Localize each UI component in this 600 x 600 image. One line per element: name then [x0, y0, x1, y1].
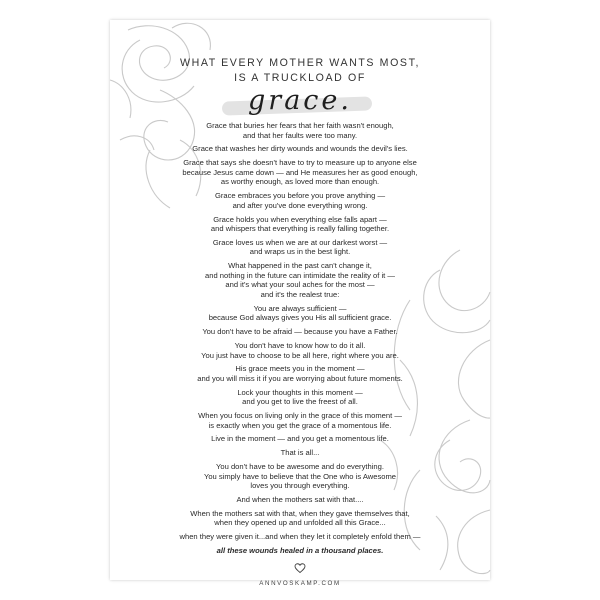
- poem-line: Grace that washes her dirty wounds and wounds the devil's lies.: [192, 144, 408, 154]
- poem-paragraph: [110, 434, 490, 444]
- poem-line: when they opened up and unfolded all this Grace...: [214, 518, 386, 528]
- poem-line: when they were given it...and when they let it completely enfold them —: [179, 532, 421, 542]
- poem-line: When you focus on living only in the grace of this moment —: [198, 411, 402, 421]
- poem-line: and you get to live the freest of all.: [242, 397, 358, 407]
- poem-line: is exactly when you get the grace of a momentous life.: [208, 420, 392, 430]
- poem-line: Grace loves us when we are at our darkest worst —: [212, 237, 388, 247]
- poem-paragraph: [110, 509, 490, 528]
- card-title: [110, 56, 490, 86]
- poem-line: His grace meets you in the moment —: [235, 364, 365, 374]
- poem-line: loves you through everything.: [250, 481, 350, 491]
- title-line-2: IS A TRUCKLOAD OF: [234, 72, 366, 84]
- poem-paragraph: [110, 158, 490, 187]
- footer-website: ANNVOSKAMP.COM: [259, 579, 341, 587]
- poem-line: Grace that buries her fears that her faith wasn't enough,: [206, 121, 394, 130]
- poem-paragraph: [110, 448, 490, 458]
- poem-line: because Jesus came down — and He measures her as good enough,: [182, 167, 418, 177]
- poem-paragraph: [110, 495, 490, 505]
- poem-line: and that her faults were too many.: [242, 130, 358, 140]
- poem-line: because God always gives you His all sufficient grace.: [208, 313, 392, 323]
- poem-paragraph: [110, 364, 490, 383]
- poem-line: That is all...: [280, 448, 320, 458]
- grace-heading: [110, 87, 490, 121]
- poem-line: and after you've done everything wrong.: [232, 200, 368, 210]
- poem-paragraph: [110, 261, 490, 299]
- poem-line: Grace holds you when everything else falls apart —: [213, 214, 387, 224]
- poem-paragraph: [110, 341, 490, 360]
- poem-line: Grace that says she doesn't have to try to measure up to anyone else: [183, 158, 417, 168]
- poem-line: as worthy enough, as loved more than enough.: [220, 177, 380, 187]
- poem-line: and nothing in the future can intimidate the reality of it —: [205, 270, 395, 280]
- poem-paragraph: [110, 121, 490, 140]
- poem-line: and wraps us in the best light.: [249, 247, 351, 257]
- card-content: [110, 20, 490, 587]
- final-line: all these wounds healed in a thousand places.: [216, 545, 384, 555]
- poem-line: and whispers that everything is really falling together.: [210, 224, 390, 234]
- poem-line: and you will miss it if you are worrying about future moments.: [197, 373, 403, 383]
- poem-paragraph: [110, 532, 490, 542]
- heart-outline-icon: [110, 561, 490, 575]
- poem-line: and it's what your soul aches for the most —: [225, 280, 375, 290]
- poem-line: You don't have to be afraid — because you have a Father.: [202, 327, 398, 337]
- poem-body: [110, 121, 490, 542]
- poem-line: You don't have to know how to do it all.: [234, 340, 366, 350]
- grace-word: grace.: [248, 85, 352, 116]
- poem-line: You are always sufficient —: [253, 303, 347, 313]
- poem-paragraph: [110, 144, 490, 154]
- poem-line: Lock your thoughts in this moment —: [237, 387, 363, 397]
- poem-line: And when the mothers sat with that....: [236, 495, 364, 504]
- poem-paragraph: [110, 327, 490, 337]
- poem-line: When the mothers sat with that, when they gave themselves that,: [190, 508, 410, 518]
- poem-paragraph: [110, 462, 490, 491]
- title-line-1: WHAT EVERY MOTHER WANTS MOST,: [179, 57, 421, 69]
- poem-line: and it's the realest true:: [260, 290, 340, 300]
- poem-line: You simply have to believe that the One who is Awesome: [203, 471, 397, 481]
- poem-paragraph: [110, 304, 490, 323]
- poem-line: You just have to choose to be all here, right where you are.: [201, 350, 399, 360]
- grace-card: [110, 20, 490, 587]
- poem-line: What happened in the past can't change it,: [228, 261, 372, 271]
- poem-line: Live in the moment — and you get a momentous life.: [211, 434, 389, 444]
- poem-paragraph: [110, 215, 490, 234]
- poem-line: You don't have to be awesome and do everything.: [216, 462, 384, 472]
- poem-paragraph: [110, 191, 490, 210]
- poem-paragraph: [110, 388, 490, 407]
- poem-paragraph: [110, 411, 490, 430]
- poem-paragraph: [110, 238, 490, 257]
- poem-line: Grace embraces you before you prove anything —: [214, 191, 386, 201]
